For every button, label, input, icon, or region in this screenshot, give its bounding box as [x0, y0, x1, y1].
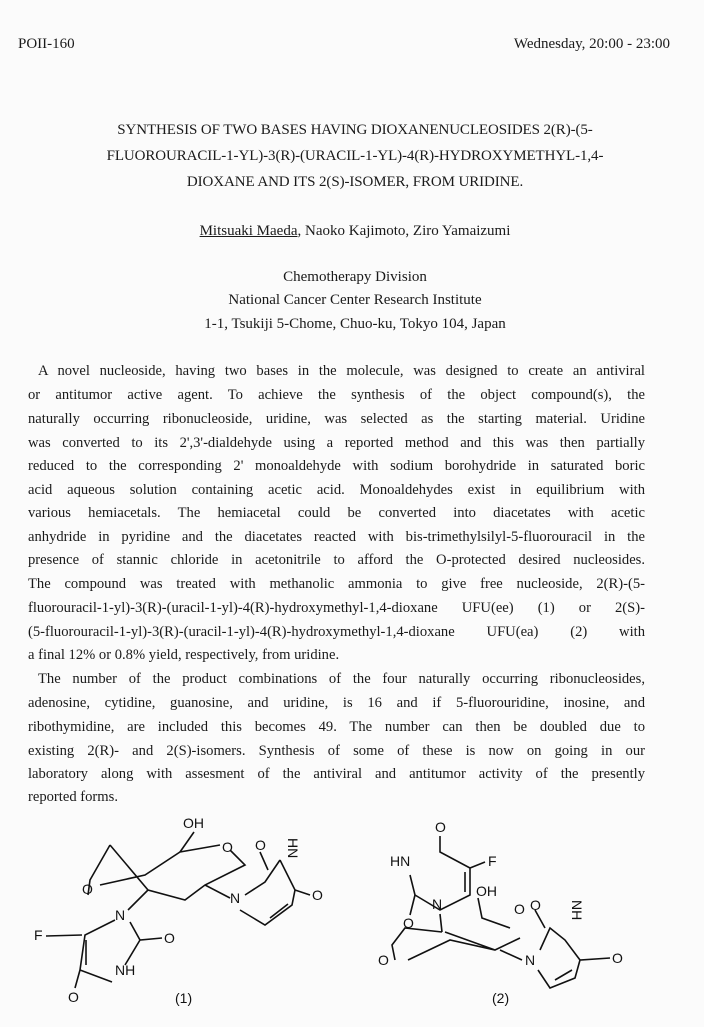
body-line: anhydride in pyridine and the diacetates reacted with bis-trimethylsilyl-5-fluorouracil in the	[28, 529, 645, 545]
body-line: reported forms.	[28, 789, 118, 805]
body-line: a final 12% or 0.8% yield, respectively, from uridine.	[28, 647, 340, 663]
atom-o: O	[403, 915, 414, 931]
body-line: acid aqueous solution containing acetic acid. Monoaldehydes exist in equilibrium with	[28, 482, 645, 498]
atom-o: O	[530, 897, 541, 913]
body-line: fluorouracil-1-yl)-3(R)-(uracil-1-yl)-4(R)-hydroxymethyl-1,4-dioxane UFU(ee) (1) or 2(S)-	[28, 600, 645, 616]
structure-2-diagram	[370, 810, 670, 1020]
affiliation-division: Chemotherapy Division	[283, 269, 427, 285]
body-line: adenosine, cytidine, guanosine, and uridine, is 16 and if 5-fluorouridine, inosine, and	[28, 695, 645, 711]
abstract-code: POII-160	[18, 36, 75, 52]
structure-2-label: (2)	[492, 990, 510, 1006]
authors	[0, 223, 704, 240]
body-line: or antitumor active agent. To achieve the synthesis of the object compound(s), the	[28, 387, 645, 403]
atom-o: O	[612, 950, 623, 966]
atom-n: N	[525, 952, 536, 968]
atom-f: F	[34, 927, 43, 943]
body-line: A novel nucleoside, having two bases in the molecule, was designed to create an antiviral	[38, 363, 645, 379]
structure-1-label: (1)	[175, 990, 193, 1006]
body-line: naturally occurring ribonucleoside, uridine, was selected as the starting material. Uridine	[28, 411, 645, 427]
atom-o: O	[378, 952, 389, 968]
body-line: laboratory along with assesment of the antiviral and antitumor activity of the presently	[28, 766, 645, 782]
atom-n: N	[115, 907, 126, 923]
body-line: ribothymidine, are included this becomes 49. The number can then be doubled due to	[28, 719, 645, 735]
session-time: Wednesday, 20:00 - 23:00	[513, 36, 670, 52]
body-line: The number of the product combinations of the four naturally occurring ribonucleosides,	[38, 671, 645, 687]
atom-o: O	[82, 881, 93, 897]
atom-hn: HN	[390, 853, 411, 869]
atom-o: O	[255, 837, 266, 853]
body-line: existing 2(R)- and 2(S)-isomers. Synthesis of some of these is now on going in our	[28, 743, 645, 759]
co-authors: , Naoko Kajimoto, Ziro Yamaizumi	[297, 223, 511, 239]
title-line-2: FLUOROURACIL-1-YL)-3(R)-(URACIL-1-YL)-4(R)-HYDROXYMETHYL-1,4-	[106, 148, 604, 164]
atom-o: O	[514, 901, 525, 917]
atom-nh: NH	[115, 962, 136, 978]
atom-o: O	[435, 819, 446, 835]
body-line: reduced to the corresponding 2' monoaldehyde with sodium borohydride in saturated boric	[28, 458, 645, 474]
body-line: presence of stannic chloride in acetonitrile to afford the O-protected desired nucleosides.	[28, 552, 645, 568]
atom-n: N	[230, 890, 241, 906]
atom-n: N	[432, 896, 443, 912]
body-line: various hemiacetals. The hemiacetal could be converted into diacetates with acetic	[28, 505, 645, 521]
structure-1-diagram	[30, 810, 350, 1020]
body-line: (5-fluorouracil-1-yl)-3(R)-(uracil-1-yl)-4(R)-hydroxymethyl-1,4-dioxane UFU(ea) (2) with	[28, 624, 645, 640]
atom-o: O	[68, 989, 79, 1005]
atom-hn: HN	[285, 838, 301, 859]
body-line: The compound was treated with methanolic ammonia to give free nucleoside, 2(R)-(5-	[28, 576, 645, 592]
affiliation-institute: National Cancer Center Research Institute	[228, 292, 482, 308]
title-line-1: SYNTHESIS OF TWO BASES HAVING DIOXANENUCLEOSIDES 2(R)-(5-	[117, 122, 593, 138]
title-line-3: DIOXANE AND ITS 2(S)-ISOMER, FROM URIDINE.	[186, 174, 524, 190]
atom-f: F	[488, 853, 497, 869]
atom-oh: OH	[476, 883, 497, 899]
atom-o: O	[164, 930, 175, 946]
atom-o: O	[312, 887, 323, 903]
presenting-author: Mitsuaki Maeda	[199, 223, 298, 239]
atom-oh: OH	[183, 815, 204, 831]
affiliation-address: 1-1, Tsukiji 5-Chome, Chuo-ku, Tokyo 104, Japan	[204, 316, 506, 332]
body-line: was converted to its 2',3'-dialdehyde using a reported method and this was then partially	[28, 435, 645, 451]
atom-nh: NH	[569, 900, 585, 921]
atom-o: O	[222, 839, 233, 855]
